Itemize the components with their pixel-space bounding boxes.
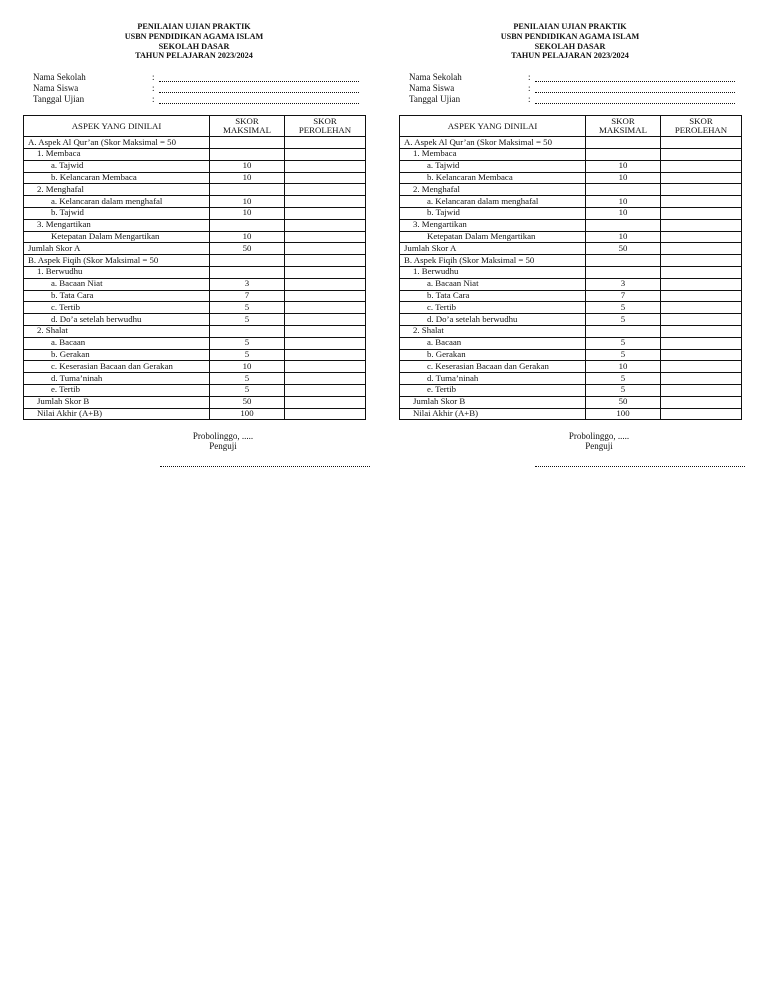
table-header-row: [24, 116, 366, 137]
obtained-score-cell[interactable]: [285, 325, 366, 337]
table-row: [400, 160, 742, 172]
aspect-cell: 2. Shalat: [400, 325, 586, 337]
header-text: SKOR: [611, 116, 635, 127]
obtained-score-cell[interactable]: [285, 302, 366, 314]
table-row: [24, 384, 366, 396]
table-row: [24, 314, 366, 326]
field-label: Tanggal Ujian: [33, 94, 85, 105]
aspect-cell: e. Tertib: [24, 384, 210, 396]
header-skor-perolehan: [661, 116, 742, 137]
field-label: Nama Sekolah: [409, 72, 462, 83]
obtained-score-cell[interactable]: [661, 290, 742, 302]
aspect-cell: B. Aspek Fiqih (Skor Maksimal = 50: [24, 255, 210, 267]
signature-line-right[interactable]: [535, 466, 745, 467]
aspect-cell: b. Gerakan: [24, 349, 210, 361]
school-name-blank[interactable]: [159, 73, 359, 82]
obtained-score-cell[interactable]: [285, 219, 366, 231]
field-colon: :: [152, 72, 155, 83]
max-score-cell: [210, 137, 285, 149]
obtained-score-cell[interactable]: [285, 396, 366, 408]
max-score-cell: [586, 255, 661, 267]
title-line: PENILAIAN UJIAN PRAKTIK: [137, 22, 251, 31]
table-row: [400, 255, 742, 267]
obtained-score-cell[interactable]: [661, 148, 742, 160]
obtained-score-cell[interactable]: [285, 196, 366, 208]
school-name-field: [33, 71, 365, 82]
table-row: [400, 384, 742, 396]
obtained-score-cell[interactable]: [285, 278, 366, 290]
obtained-score-cell[interactable]: [661, 243, 742, 255]
field-label: Nama Siswa: [33, 83, 79, 94]
obtained-score-cell[interactable]: [285, 243, 366, 255]
table-row: [24, 231, 366, 243]
aspect-cell: A. Aspek Al Qur’an (Skor Maksimal = 50: [400, 137, 586, 149]
table-row: [24, 196, 366, 208]
aspect-cell: A. Aspek Al Qur’an (Skor Maksimal = 50: [24, 137, 210, 149]
obtained-score-cell[interactable]: [661, 384, 742, 396]
max-score-cell: 5: [210, 384, 285, 396]
table-row: [24, 337, 366, 349]
obtained-score-cell[interactable]: [285, 160, 366, 172]
aspect-cell: d. Do’a setelah berwudhu: [400, 314, 586, 326]
table-body: [24, 137, 366, 420]
aspect-cell: e. Tertib: [400, 384, 586, 396]
field-label: Nama Siswa: [409, 83, 455, 94]
table-row: [24, 290, 366, 302]
obtained-score-cell[interactable]: [285, 137, 366, 149]
max-score-cell: [210, 266, 285, 278]
aspect-cell: 1. Berwudhu: [24, 266, 210, 278]
max-score-cell: [586, 219, 661, 231]
max-score-cell: 50: [586, 396, 661, 408]
field-colon: :: [528, 83, 531, 94]
max-score-cell: 5: [586, 314, 661, 326]
header-skor-maksimal: [586, 116, 661, 137]
aspect-cell: Nilai Akhir (A+B): [400, 408, 586, 420]
aspect-cell: b. Tajwid: [400, 207, 586, 219]
obtained-score-cell[interactable]: [661, 278, 742, 290]
exam-date-field: [409, 93, 741, 104]
student-name-blank[interactable]: [159, 84, 359, 93]
obtained-score-cell[interactable]: [661, 396, 742, 408]
title-line: SEKOLAH DASAR: [534, 41, 606, 51]
header-text: SKOR: [313, 116, 337, 127]
identity-fields: [33, 71, 365, 104]
obtained-score-cell[interactable]: [661, 219, 742, 231]
table-row: [400, 361, 742, 373]
title-line: TAHUN PELAJARAN 2023/2024: [135, 51, 253, 61]
obtained-score-cell[interactable]: [661, 137, 742, 149]
aspect-cell: b. Tata Cara: [24, 290, 210, 302]
max-score-cell: 10: [586, 196, 661, 208]
aspect-cell: Ketepatan Dalam Mengartikan: [400, 231, 586, 243]
score-table: [23, 115, 366, 420]
header-text: SKOR: [689, 116, 713, 127]
header-text: PEROLEHAN: [674, 125, 728, 136]
student-name-field: [33, 82, 365, 93]
signature-block: [539, 431, 659, 451]
student-name-blank[interactable]: [535, 84, 735, 93]
header-text: SKOR: [235, 116, 259, 127]
max-score-cell: 5: [210, 314, 285, 326]
obtained-score-cell[interactable]: [661, 266, 742, 278]
max-score-cell: 10: [586, 172, 661, 184]
max-score-cell: 5: [586, 302, 661, 314]
table-row: [400, 196, 742, 208]
table-row: [24, 373, 366, 385]
place-date: Probolinggo, .....: [192, 431, 254, 442]
max-score-cell: 5: [210, 349, 285, 361]
table-header-row: [400, 116, 742, 137]
max-score-cell: 10: [210, 172, 285, 184]
max-score-cell: [210, 219, 285, 231]
obtained-score-cell[interactable]: [285, 337, 366, 349]
field-colon: :: [528, 94, 531, 105]
table-row: [400, 207, 742, 219]
obtained-score-cell[interactable]: [285, 290, 366, 302]
max-score-cell: 5: [586, 373, 661, 385]
obtained-score-cell[interactable]: [285, 266, 366, 278]
max-score-cell: 10: [210, 207, 285, 219]
aspect-cell: 1. Membaca: [400, 148, 586, 160]
aspect-cell: Jumlah Skor A: [400, 243, 586, 255]
table-row: [400, 325, 742, 337]
max-score-cell: 3: [210, 278, 285, 290]
exam-date-field: [33, 93, 365, 104]
school-name-field: [409, 71, 741, 82]
max-score-cell: 7: [210, 290, 285, 302]
examiner-label: Penguji: [585, 441, 613, 452]
aspect-cell: a. Kelancaran dalam menghafal: [24, 196, 210, 208]
obtained-score-cell[interactable]: [661, 325, 742, 337]
table-row: [400, 349, 742, 361]
aspect-cell: b. Gerakan: [400, 349, 586, 361]
title-line: PENILAIAN UJIAN PRAKTIK: [513, 22, 627, 31]
header-skor-perolehan: [285, 116, 366, 137]
score-form-left: [23, 22, 365, 451]
table-row: [24, 172, 366, 184]
aspect-cell: a. Bacaan: [24, 337, 210, 349]
aspect-cell: Nilai Akhir (A+B): [24, 408, 210, 420]
max-score-cell: 5: [586, 349, 661, 361]
table-row: [24, 207, 366, 219]
table-row: [400, 278, 742, 290]
aspect-cell: d. Do’a setelah berwudhu: [24, 314, 210, 326]
table-row: [24, 184, 366, 196]
max-score-cell: [210, 325, 285, 337]
aspect-cell: 1. Berwudhu: [400, 266, 586, 278]
max-score-cell: 50: [210, 243, 285, 255]
title-line: TAHUN PELAJARAN 2023/2024: [511, 51, 629, 61]
obtained-score-cell[interactable]: [661, 207, 742, 219]
aspect-cell: d. Tuma’ninah: [400, 373, 586, 385]
max-score-cell: 5: [210, 302, 285, 314]
max-score-cell: 50: [586, 243, 661, 255]
obtained-score-cell[interactable]: [661, 160, 742, 172]
exam-date-blank[interactable]: [535, 95, 735, 104]
aspect-cell: b. Tajwid: [24, 207, 210, 219]
obtained-score-cell[interactable]: [285, 361, 366, 373]
aspect-cell: a. Kelancaran dalam menghafal: [400, 196, 586, 208]
aspect-cell: Jumlah Skor B: [400, 396, 586, 408]
obtained-score-cell[interactable]: [661, 337, 742, 349]
aspect-cell: c. Keserasian Bacaan dan Gerakan: [400, 361, 586, 373]
obtained-score-cell[interactable]: [661, 408, 742, 420]
table-row: [24, 219, 366, 231]
max-score-cell: 10: [210, 160, 285, 172]
table-row: [400, 266, 742, 278]
table-row: [400, 408, 742, 420]
score-form-right: [399, 22, 741, 451]
field-colon: :: [528, 72, 531, 83]
aspect-cell: a. Bacaan: [400, 337, 586, 349]
table-row: [400, 231, 742, 243]
obtained-score-cell[interactable]: [285, 408, 366, 420]
table-row: [24, 243, 366, 255]
form-title: [399, 22, 741, 61]
table-row: [24, 255, 366, 267]
table-row: [24, 396, 366, 408]
aspect-cell: 3. Mengartikan: [24, 219, 210, 231]
aspect-cell: 3. Mengartikan: [400, 219, 586, 231]
table-body: [400, 137, 742, 420]
title-line: USBN PENDIDIKAN AGAMA ISLAM: [124, 31, 264, 41]
table-row: [400, 137, 742, 149]
examiner-label: Penguji: [209, 441, 237, 452]
aspect-cell: a. Bacaan Niat: [400, 278, 586, 290]
table-row: [400, 314, 742, 326]
obtained-score-cell[interactable]: [661, 172, 742, 184]
max-score-cell: 10: [210, 361, 285, 373]
school-name-blank[interactable]: [535, 73, 735, 82]
obtained-score-cell[interactable]: [661, 184, 742, 196]
obtained-score-cell[interactable]: [285, 255, 366, 267]
max-score-cell: 10: [586, 207, 661, 219]
aspect-cell: a. Bacaan Niat: [24, 278, 210, 290]
header-text: PEROLEHAN: [298, 125, 352, 136]
max-score-cell: 5: [210, 337, 285, 349]
max-score-cell: 10: [210, 231, 285, 243]
title-line: SEKOLAH DASAR: [158, 41, 230, 51]
aspect-cell: 2. Menghafal: [400, 184, 586, 196]
obtained-score-cell[interactable]: [285, 373, 366, 385]
table-row: [400, 184, 742, 196]
table-row: [400, 290, 742, 302]
obtained-score-cell[interactable]: [661, 231, 742, 243]
score-table: [399, 115, 742, 420]
header-aspek: ASPEK YANG DINILAI: [24, 116, 210, 137]
table-row: [24, 266, 366, 278]
table-row: [400, 148, 742, 160]
table-row: [24, 325, 366, 337]
obtained-score-cell[interactable]: [661, 314, 742, 326]
aspect-cell: Jumlah Skor B: [24, 396, 210, 408]
table-row: [400, 172, 742, 184]
table-row: [24, 148, 366, 160]
obtained-score-cell[interactable]: [661, 373, 742, 385]
obtained-score-cell[interactable]: [285, 172, 366, 184]
place-date: Probolinggo, .....: [568, 431, 630, 442]
field-label: Nama Sekolah: [33, 72, 86, 83]
obtained-score-cell[interactable]: [285, 384, 366, 396]
table-row: [400, 302, 742, 314]
title-line: USBN PENDIDIKAN AGAMA ISLAM: [500, 31, 640, 41]
field-label: Tanggal Ujian: [409, 94, 461, 105]
aspect-cell: 2. Menghafal: [24, 184, 210, 196]
obtained-score-cell[interactable]: [285, 231, 366, 243]
header-text: MAKSIMAL: [599, 125, 647, 136]
header-text: MAKSIMAL: [223, 125, 271, 136]
obtained-score-cell[interactable]: [661, 196, 742, 208]
header-aspek: ASPEK YANG DINILAI: [400, 116, 586, 137]
table-row: [24, 278, 366, 290]
table-row: [400, 373, 742, 385]
aspect-cell: a. Tajwid: [400, 160, 586, 172]
max-score-cell: 10: [586, 231, 661, 243]
max-score-cell: 3: [586, 278, 661, 290]
field-colon: :: [152, 83, 155, 94]
aspect-cell: Jumlah Skor A: [24, 243, 210, 255]
aspect-cell: b. Tata Cara: [400, 290, 586, 302]
aspect-cell: d. Tuma’ninah: [24, 373, 210, 385]
max-score-cell: [586, 148, 661, 160]
max-score-cell: [586, 325, 661, 337]
obtained-score-cell[interactable]: [285, 314, 366, 326]
max-score-cell: [210, 255, 285, 267]
max-score-cell: 10: [586, 361, 661, 373]
aspect-cell: c. Keserasian Bacaan dan Gerakan: [24, 361, 210, 373]
table-row: [24, 302, 366, 314]
aspect-cell: b. Kelancaran Membaca: [400, 172, 586, 184]
exam-date-blank[interactable]: [159, 95, 359, 104]
obtained-score-cell[interactable]: [285, 148, 366, 160]
table-row: [24, 361, 366, 373]
aspect-cell: B. Aspek Fiqih (Skor Maksimal = 50: [400, 255, 586, 267]
aspect-cell: c. Tertib: [400, 302, 586, 314]
max-score-cell: 5: [586, 337, 661, 349]
max-score-cell: [210, 184, 285, 196]
aspect-cell: c. Tertib: [24, 302, 210, 314]
field-colon: :: [152, 94, 155, 105]
max-score-cell: [586, 266, 661, 278]
max-score-cell: 5: [210, 373, 285, 385]
obtained-score-cell[interactable]: [661, 302, 742, 314]
form-title: [23, 22, 365, 61]
max-score-cell: 100: [586, 408, 661, 420]
max-score-cell: 50: [210, 396, 285, 408]
table-row: [24, 408, 366, 420]
obtained-score-cell[interactable]: [285, 349, 366, 361]
student-name-field: [409, 82, 741, 93]
table-row: [400, 337, 742, 349]
table-row: [24, 137, 366, 149]
obtained-score-cell[interactable]: [661, 349, 742, 361]
table-row: [400, 219, 742, 231]
max-score-cell: [210, 148, 285, 160]
max-score-cell: 5: [586, 384, 661, 396]
aspect-cell: b. Kelancaran Membaca: [24, 172, 210, 184]
obtained-score-cell[interactable]: [661, 361, 742, 373]
aspect-cell: Ketepatan Dalam Mengartikan: [24, 231, 210, 243]
max-score-cell: 7: [586, 290, 661, 302]
max-score-cell: 10: [210, 196, 285, 208]
table-row: [400, 243, 742, 255]
table-row: [24, 349, 366, 361]
obtained-score-cell[interactable]: [285, 184, 366, 196]
obtained-score-cell[interactable]: [661, 255, 742, 267]
signature-block: [163, 431, 283, 451]
max-score-cell: [586, 137, 661, 149]
max-score-cell: 10: [586, 160, 661, 172]
header-skor-maksimal: [210, 116, 285, 137]
table-row: [24, 160, 366, 172]
max-score-cell: 100: [210, 408, 285, 420]
aspect-cell: 1. Membaca: [24, 148, 210, 160]
max-score-cell: [586, 184, 661, 196]
aspect-cell: a. Tajwid: [24, 160, 210, 172]
signature-line-left[interactable]: [160, 466, 370, 467]
table-row: [400, 396, 742, 408]
aspect-cell: 2. Shalat: [24, 325, 210, 337]
obtained-score-cell[interactable]: [285, 207, 366, 219]
identity-fields: [409, 71, 741, 104]
